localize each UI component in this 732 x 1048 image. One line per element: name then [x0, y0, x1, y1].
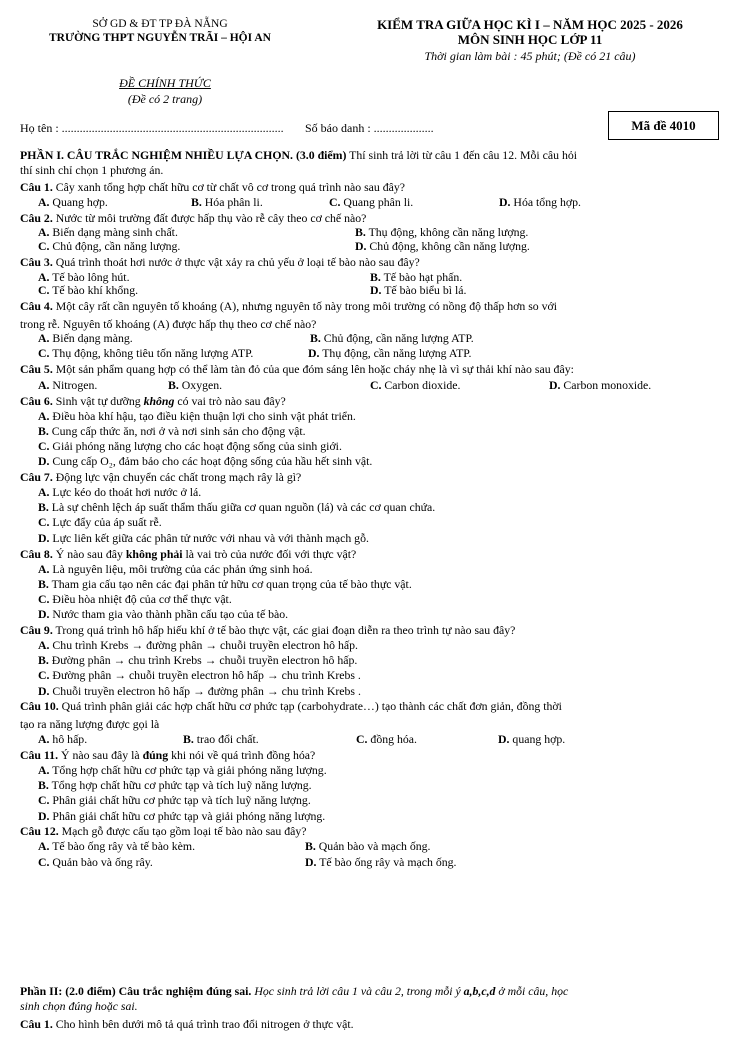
option-letter: B.	[38, 424, 49, 438]
question-2-option-a[interactable]	[38, 227, 178, 239]
option-text: Phân giải chất hữu cơ phức tạp và tích luỹ năng lượng.	[52, 793, 311, 807]
question-9-stem	[20, 625, 515, 637]
option-letter: A.	[38, 562, 50, 576]
option-text: quang hợp.	[512, 732, 566, 746]
question-5-stem	[20, 364, 574, 376]
option-letter: B.	[38, 500, 49, 514]
option-text: Tổng hợp chất hữu cơ phức tạp và tích luỹ năng lượng.	[51, 778, 312, 792]
option-text: Tham gia cấu tạo nên các đại phân tử hữu cơ quan trọng của tế bào thực vật.	[51, 577, 412, 591]
question-10-option-a[interactable]	[38, 734, 87, 746]
question-text: Sinh vật tự dưỡng	[55, 394, 144, 408]
subject-title: MÔN SINH HỌC LỚP 11	[457, 32, 603, 47]
question-number: Câu 6.	[20, 394, 53, 408]
option-letter: C.	[370, 378, 382, 392]
question-number: Câu 2.	[20, 211, 53, 225]
question-4-option-d[interactable]	[308, 348, 472, 360]
option-letter: C.	[38, 855, 50, 869]
question-text: Động lực vận chuyển các chất trong mạch rây là gì?	[55, 470, 302, 484]
option-text: Đường phân → chu trình Krebs → chuỗi truyền electron hô hấp.	[51, 653, 358, 667]
option-text: Điều hòa khí hậu, tạo điều kiện thuận lợi cho sinh vật phát triển.	[52, 409, 356, 423]
option-letter: B.	[191, 195, 202, 209]
option-text: Quang hợp.	[52, 195, 108, 209]
option-letter: C.	[38, 592, 50, 606]
option-letter: B.	[38, 653, 49, 667]
question-text: Một cây rất cần nguyên tố khoáng (A), nhưng nguyên tố này trong môi trường có nồng độ thấp hơn so với	[55, 299, 558, 313]
question-10-option-d[interactable]	[498, 734, 565, 746]
option-text: Thụ động, không cần năng lượng.	[368, 225, 529, 239]
dept-name: SỞ GD & ĐT TP ĐÀ NẴNG	[92, 18, 228, 30]
part2-instructions-line2: sinh chọn đúng hoặc sai.	[20, 999, 138, 1013]
question-text: tạo ra năng lượng được gọi là	[20, 717, 160, 731]
question-1-option-d[interactable]	[499, 197, 581, 209]
option-letter: B.	[310, 331, 321, 345]
question-2-option-b[interactable]	[355, 227, 528, 239]
option-text: Chu trình Krebs → đường phân → chuỗi truyền electron hô hấp.	[52, 638, 358, 652]
question-number: Câu 5.	[20, 362, 53, 376]
question-7-stem	[20, 472, 301, 484]
option-text: Chủ động, không cần năng lượng.	[369, 239, 530, 253]
question-6-option-b[interactable]	[38, 426, 306, 438]
option-text: Là nguyên liệu, môi trường của các phản ứng sinh hoá.	[52, 562, 313, 576]
option-letter: D.	[38, 684, 50, 698]
option-text: Lực đẩy của áp suất rễ.	[52, 515, 162, 529]
option-letter: C.	[356, 732, 368, 746]
part1-points: . (3.0 điểm)	[290, 148, 347, 162]
question-text: Cho hình bên dưới mô tả quá trình trao đổi nitrogen ở thực vật.	[52, 1017, 354, 1031]
question-5-option-c[interactable]	[370, 380, 460, 392]
option-text: Điều hòa nhiệt độ của cơ thể thực vật.	[52, 592, 232, 606]
option-letter: B.	[370, 270, 381, 284]
option-letter: A.	[38, 270, 50, 284]
option-text: Nitrogen.	[52, 378, 98, 392]
part2-abcd: a,b,c,d	[463, 984, 496, 998]
question-emphasis: đúng	[142, 748, 169, 762]
question-10-option-b[interactable]	[183, 734, 259, 746]
question-9-option-a[interactable]	[38, 640, 358, 652]
part2-title: Phần II: (2.0 điểm) Câu trắc nghiệm đúng sai.	[20, 984, 252, 998]
option-letter: B.	[38, 778, 49, 792]
option-text: Lực kéo do thoát hơi nước ở lá.	[52, 485, 202, 499]
option-text: Chủ động, cần năng lượng.	[52, 239, 181, 253]
option-text: Biến dạng màng sinh chất.	[52, 225, 178, 239]
question-number: Câu 3.	[20, 255, 53, 269]
option-letter: A.	[38, 638, 50, 652]
option-text: trao đổi chất.	[196, 732, 259, 746]
question-6-option-a[interactable]	[38, 411, 356, 423]
question-5-option-d[interactable]	[549, 380, 651, 392]
part2-instructions-cont: ở mỗi câu, học	[495, 984, 569, 998]
option-text: Nước tham gia vào thành phần cấu tạo của tế bào.	[52, 607, 289, 621]
option-text: đồng hóa.	[370, 732, 417, 746]
option-letter: C.	[38, 515, 50, 529]
question-11-option-c[interactable]	[38, 795, 311, 807]
question-text: Ý nào sau đây	[55, 547, 126, 561]
question-11-option-d[interactable]	[38, 811, 325, 823]
option-text: Tổng hợp chất hữu cơ phức tạp và giải phóng năng lượng.	[52, 763, 327, 777]
question-1-option-b[interactable]	[191, 197, 263, 209]
question-number: Câu 9.	[20, 623, 53, 637]
question-12-option-c[interactable]	[38, 857, 153, 869]
exam-code: Mã đề 4010	[631, 118, 696, 133]
student-id-field: Số báo danh : ....................	[305, 121, 434, 135]
student-name-field: Họ tên : ..........................................................................	[20, 121, 284, 135]
part2-instructions: Học sinh trả lời câu 1 và câu 2, trong mỗi ý	[251, 984, 464, 998]
option-text: Quản bào và mạch ống.	[318, 839, 431, 853]
question-1-option-a[interactable]	[38, 197, 108, 209]
question-text-after: khi nói về quá trình đồng hóa?	[168, 748, 316, 762]
question-number: Câu 11.	[20, 748, 59, 762]
question-7-option-a[interactable]	[38, 487, 201, 499]
question-10-option-c[interactable]	[356, 734, 417, 746]
option-text: Tế bào biểu bì lá.	[384, 283, 467, 297]
school-name: TRƯỜNG THPT NGUYỄN TRÃI – HỘI AN	[49, 32, 271, 44]
question-emphasis: không	[143, 394, 175, 408]
option-text: Là sự chênh lệch áp suất thẩm thấu giữa cơ quan nguồn (lá) và các cơ quan chứa.	[51, 500, 436, 514]
question-10-stem	[20, 701, 562, 713]
question-9-option-b[interactable]	[38, 655, 357, 667]
option-text: hô hấp.	[52, 732, 88, 746]
option-text: Lực liên kết giữa các phân tử nước với nhau và với thành mạch gỗ.	[52, 531, 369, 545]
part2-heading	[20, 986, 568, 998]
option-text: Tế bào khí khổng.	[52, 283, 139, 297]
option-text: Tế bào ống rây và mạch ống.	[319, 855, 457, 869]
question-text-after: là vai trò của nước đối với thực vật?	[182, 547, 357, 561]
question-text: Quá trình thoát hơi nước ở thực vật xảy ra chủ yếu ở loại tế bào nào sau đây?	[55, 255, 420, 269]
question-2-stem	[20, 213, 366, 225]
option-letter: D.	[38, 607, 50, 621]
option-text: Giải phóng năng lượng cho các hoạt động sống của sinh giới.	[52, 439, 342, 453]
question-6-option-d[interactable]	[38, 456, 372, 468]
part1-instructions-cont: thí sinh chỉ chọn 1 phương án.	[20, 163, 164, 177]
option-text: Tế bào lông hút.	[52, 270, 130, 284]
option-letter: A.	[38, 331, 50, 345]
option-letter: A.	[38, 732, 50, 746]
option-text: Quản bào và ống rây.	[52, 855, 153, 869]
question-number: Câu 8.	[20, 547, 53, 561]
option-letter: D.	[355, 239, 367, 253]
question-number: Câu 10.	[20, 699, 59, 713]
option-letter: C.	[38, 346, 50, 360]
question-12-stem	[20, 826, 307, 838]
option-letter: B.	[168, 378, 179, 392]
question-4-option-a[interactable]	[38, 333, 133, 345]
question-1-stem	[20, 182, 405, 194]
option-text: Chuỗi truyền electron hô hấp → đường phân → chu trình Krebs .	[52, 684, 361, 698]
question-7-option-c[interactable]	[38, 517, 162, 529]
option-letter: C.	[38, 668, 50, 682]
question-text: Một sản phẩm quang hợp có thể làm tàn đỏ của que đóm sáng lên hoặc cháy nhẹ là vì sự thải khí nào sau đây:	[55, 362, 574, 376]
question-emphasis: không phải	[125, 547, 183, 561]
question-text: Trong quá trình hô hấp hiếu khí ở tế bào thực vật, các giai đoạn diễn ra theo trình tự nào sau đây?	[55, 623, 516, 637]
question-5-option-b[interactable]	[168, 380, 222, 392]
option-text: Tế bào ống rây và tế bào kèm.	[52, 839, 196, 853]
option-text: Biến dạng màng.	[52, 331, 133, 345]
question-11-stem	[20, 750, 315, 762]
option-text: Phân giải chất hữu cơ phức tạp và giải phóng năng lượng.	[52, 809, 326, 823]
question-3-stem	[20, 257, 420, 269]
question-4-option-c[interactable]	[38, 348, 253, 360]
option-letter: A.	[38, 378, 50, 392]
question-8-option-c[interactable]	[38, 594, 232, 606]
option-text: Tế bào hạt phấn.	[383, 270, 463, 284]
option-text: Oxygen.	[181, 378, 223, 392]
question-12-option-b[interactable]	[305, 841, 431, 853]
question-7-option-b[interactable]	[38, 502, 435, 514]
page-count: (Đề có 2 trang)	[127, 92, 203, 106]
option-text: Chủ động, cần năng lượng ATP.	[323, 331, 474, 345]
part1-instructions: Thí sinh trả lời từ câu 1 đến câu 12. Mỗi câu hỏi	[346, 148, 578, 162]
part2-question-1	[20, 1019, 354, 1031]
option-letter: D.	[498, 732, 510, 746]
question-3-option-c[interactable]	[38, 285, 138, 297]
option-letter: D.	[38, 809, 50, 823]
option-letter: A.	[38, 485, 50, 499]
question-number: Câu 1.	[20, 1017, 53, 1031]
question-3-option-d[interactable]	[370, 285, 466, 297]
question-1-option-c[interactable]	[329, 197, 413, 209]
option-letter: B.	[38, 577, 49, 591]
option-letter: D.	[499, 195, 511, 209]
question-10-stem-line2	[20, 719, 159, 731]
option-letter: A.	[38, 195, 50, 209]
part1-title: PHẦN I. CÂU TRẮC NGHIỆM NHIỀU LỰA CHỌN	[20, 148, 291, 162]
question-4-option-b[interactable]	[310, 333, 474, 345]
option-text: Hóa phân li.	[204, 195, 263, 209]
question-text-after: có vai trò nào sau đây?	[174, 394, 286, 408]
option-letter: C.	[38, 793, 50, 807]
question-11-option-a[interactable]	[38, 765, 327, 777]
question-9-option-d[interactable]	[38, 686, 361, 698]
question-text: trong rễ. Nguyên tố khoáng (A) được hấp thụ theo cơ chế nào?	[20, 317, 317, 331]
question-6-stem	[20, 396, 286, 408]
option-letter: D.	[308, 346, 320, 360]
option-text: Đường phân → chuỗi truyền electron hô hấp → chu trình Krebs .	[52, 668, 361, 682]
option-letter: C.	[38, 439, 50, 453]
question-11-option-b[interactable]	[38, 780, 312, 792]
option-letter: C.	[329, 195, 341, 209]
option-letter: A.	[38, 225, 50, 239]
question-4-stem	[20, 301, 557, 313]
option-letter: B.	[183, 732, 194, 746]
option-letter: C.	[38, 239, 50, 253]
option-text: Cung cấp O₂, đảm bảo cho các hoạt động sống của hầu hết sinh vật.	[52, 454, 373, 468]
question-5-option-a[interactable]	[38, 380, 97, 392]
question-8-stem	[20, 549, 356, 561]
option-letter: D.	[38, 454, 50, 468]
question-9-option-c[interactable]	[38, 670, 361, 682]
question-number: Câu 12.	[20, 824, 59, 838]
option-letter: B.	[355, 225, 366, 239]
option-letter: D.	[549, 378, 561, 392]
option-letter: B.	[305, 839, 316, 853]
exam-code-box	[608, 111, 719, 140]
question-8-option-b[interactable]	[38, 579, 412, 591]
option-letter: A.	[38, 409, 50, 423]
part1-heading	[20, 150, 577, 162]
question-8-option-a[interactable]	[38, 564, 313, 576]
option-letter: C.	[38, 283, 50, 297]
option-letter: A.	[38, 763, 50, 777]
question-text: Nước từ môi trường đất được hấp thụ vào rễ cây theo cơ chế nào?	[55, 211, 367, 225]
question-2-option-c[interactable]	[38, 241, 180, 253]
option-letter: D.	[305, 855, 317, 869]
exam-time: Thời gian làm bài : 45 phút; (Đề có 21 câu)	[424, 49, 636, 63]
question-text: Mạch gỗ được cấu tạo gồm loại tế bào nào sau đây?	[61, 824, 307, 838]
option-letter: A.	[38, 839, 50, 853]
official-label: ĐỀ CHÍNH THỨC	[119, 76, 211, 90]
question-12-option-d[interactable]	[305, 857, 456, 869]
question-6-option-c[interactable]	[38, 441, 342, 453]
question-8-option-d[interactable]	[38, 609, 288, 621]
question-12-option-a[interactable]	[38, 841, 195, 853]
option-text: Thụ động, cần năng lượng ATP.	[322, 346, 472, 360]
question-2-option-d[interactable]	[355, 241, 530, 253]
question-number: Câu 4.	[20, 299, 53, 313]
option-text: Carbon monoxide.	[563, 378, 652, 392]
option-text: Quang phân li.	[343, 195, 414, 209]
option-text: Hóa tổng hợp.	[513, 195, 581, 209]
question-7-option-d[interactable]	[38, 533, 369, 545]
option-letter: D.	[38, 531, 50, 545]
question-4-stem-line2	[20, 319, 316, 331]
exam-title: KIỂM TRA GIỮA HỌC KÌ I – NĂM HỌC 2025 - 2026	[377, 17, 683, 32]
question-number: Câu 7.	[20, 470, 53, 484]
option-text: Thụ động, không tiêu tốn năng lượng ATP.	[52, 346, 254, 360]
question-text: Cây xanh tổng hợp chất hữu cơ từ chất vô cơ trong quá trình nào sau đây?	[55, 180, 406, 194]
question-number: Câu 1.	[20, 180, 53, 194]
question-text: Ý nào sau đây là	[60, 748, 143, 762]
option-letter: D.	[370, 283, 382, 297]
option-text: Carbon dioxide.	[384, 378, 461, 392]
question-text: Quá trình phân giải các hợp chất hữu cơ phức tạp (carbohydrate…) tạo thành các chất đơn giản, đồng thời	[61, 699, 562, 713]
option-text: Cung cấp thức ăn, nơi ở và nơi sinh sản cho động vật.	[51, 424, 306, 438]
